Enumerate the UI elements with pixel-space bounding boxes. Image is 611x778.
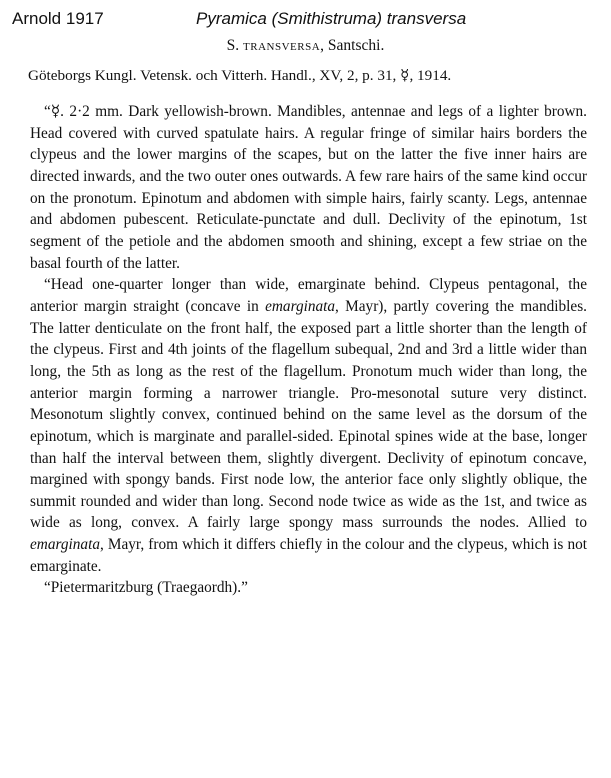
para2-italic-emarginata-1: emarginata xyxy=(265,297,336,315)
para2-text-1: “Head one-quarter longer than wide, emarginate behind. Clypeus pentagonal, the anterior margin straight (concave in xyxy=(30,276,587,315)
species-heading xyxy=(0,37,611,55)
para2-italic-emarginata-2: emarginata xyxy=(30,536,100,554)
description-paragraph-3: “Pietermaritzburg (Traegaordh).” xyxy=(44,579,248,597)
header-taxon-name: Pyramica (Smithistruma) transversa xyxy=(196,9,467,28)
species-authority: , Santschi. xyxy=(320,37,385,54)
description-paragraph-1: “☿. 2·2 mm. Dark yellowish-brown. Mandibles, antennae and legs of a lighter brown. Head covered with curved spatulate hairs. A regular fringe of similar hairs borders the clypeus and the lower margins of the scapes, but on the latter the five inner hairs are directed inwards, and the two outer ones outwards. A few rare hairs of the same kind occur on the pronotum. Epinotum and abdomen with simple hairs, fairly scanty. Legs, antennae and abdomen pubescent. Reticulate-punctate and dull. Declivity of the epinotum, 1st segment of the petiole and the abdomen smooth and shining, except a few striae on the basal fourth of the latter. xyxy=(30,103,587,272)
description-paragraph-2 xyxy=(30,274,587,577)
description-body xyxy=(30,101,587,599)
species-name: transversa xyxy=(243,37,321,54)
citation: Göteborgs Kungl. Vetensk. och Vitterh. Handl., XV, 2, p. 31, ☿, 1914. xyxy=(28,67,452,84)
para2-text-3: , Mayr, from which it differs chiefly in the colour and the clypeus, which is not emarginate. xyxy=(30,536,587,575)
genus-abbreviation: S. xyxy=(226,37,240,54)
para2-text-2: , Mayr), partly covering the mandibles. The latter denticulate on the front half, the exposed part a little shorter than the length of the clypeus. First and 4th joints of the flagellum subequal, 2nd and 3rd a little wider than long, the 5th as long as the rest of the flagellum. Pronotum much wider than long, the anterior margin forming a narrower triangle. Pro-mesonotal suture very distinct. Mesonotum slightly convex, continued behind on the same level as the dorsum of the epinotum, which is marginate and parallel-sided. Epinotal spines wide at the base, longer than half the interval between them, slightly divergent. Declivity of epinotum concave, margined with spongy bands. First node low, the anterior face only slightly oblique, the summit rounded and wider than long. Second node twice as wide as the 1st, and twice as wide as long, convex. A fairly large spongy mass surrounds the nodes. Allied to xyxy=(30,297,587,532)
header-author-year: Arnold 1917 xyxy=(12,9,104,28)
